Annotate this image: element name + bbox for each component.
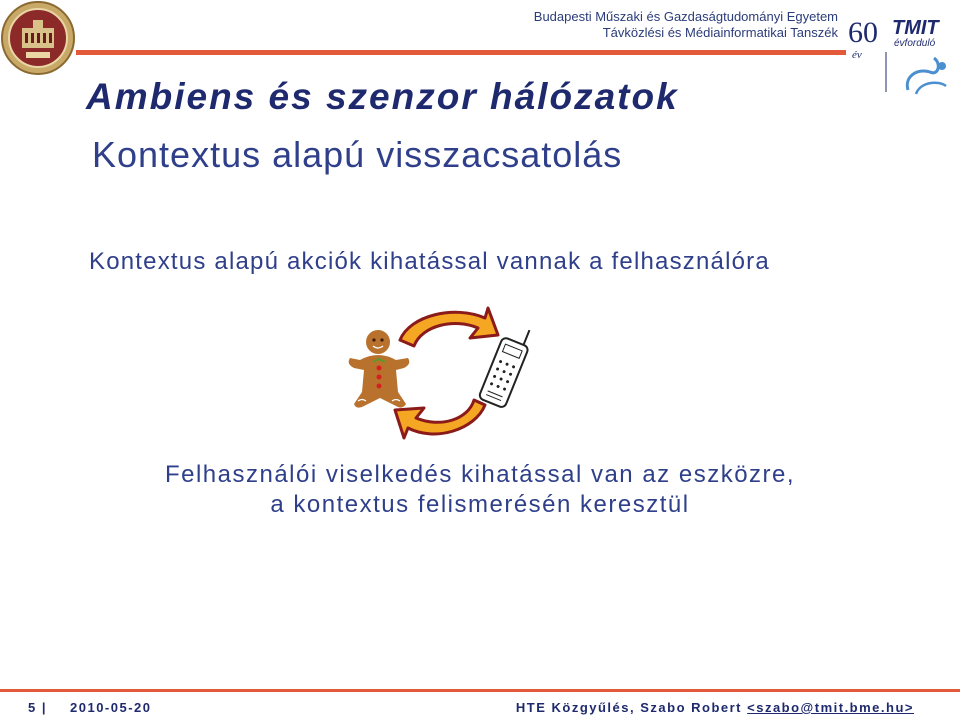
logo-ev-text: év [852, 49, 862, 61]
anniversary-logos [846, 10, 960, 100]
caption-line-2: a kontextus felismerésén keresztül [270, 491, 690, 518]
university-name: Budapesti Műszaki és Gazdaságtudományi Egyetem [533, 9, 838, 24]
bullet-text: Kontextus alapú akciók kihatással vannak a felhasználóra [89, 248, 770, 275]
feedback-diagram [340, 300, 540, 450]
footer [0, 700, 960, 717]
footer-date: 2010-05-20 [70, 700, 152, 715]
tmit-anniversary-logo-icon [846, 10, 960, 100]
slide-number: 5 | [28, 700, 47, 715]
diagram-caption [0, 460, 960, 520]
logo-60-text: 60 [848, 16, 878, 49]
bme-seal-icon [0, 0, 76, 76]
header-divider-line [76, 50, 846, 55]
slide-title: Ambiens és szenzor hálózatok [86, 76, 679, 117]
bme-seal-logo [0, 0, 76, 76]
cycle-arrows-icon [395, 308, 498, 438]
event-author-text: HTE Közgyűlés, Szabo Robert [515, 700, 748, 715]
footer-divider-line [0, 689, 960, 692]
caption-line-1: Felhasználói viselkedés kihatással van az eszközre, [164, 461, 796, 488]
author-email-link[interactable]: <szabo@tmit.bme.hu> [747, 700, 914, 715]
slide-subtitle: Kontextus alapú visszacsatolás [92, 134, 623, 175]
footer-event-author [516, 700, 914, 715]
logo-tmit-text: TMIT [892, 17, 939, 39]
logo-evfordulo-text: évforduló [894, 38, 936, 49]
department-name: Távközlési és Médiainformatikai Tanszék [602, 25, 838, 40]
swirl-logo-icon [907, 58, 946, 94]
